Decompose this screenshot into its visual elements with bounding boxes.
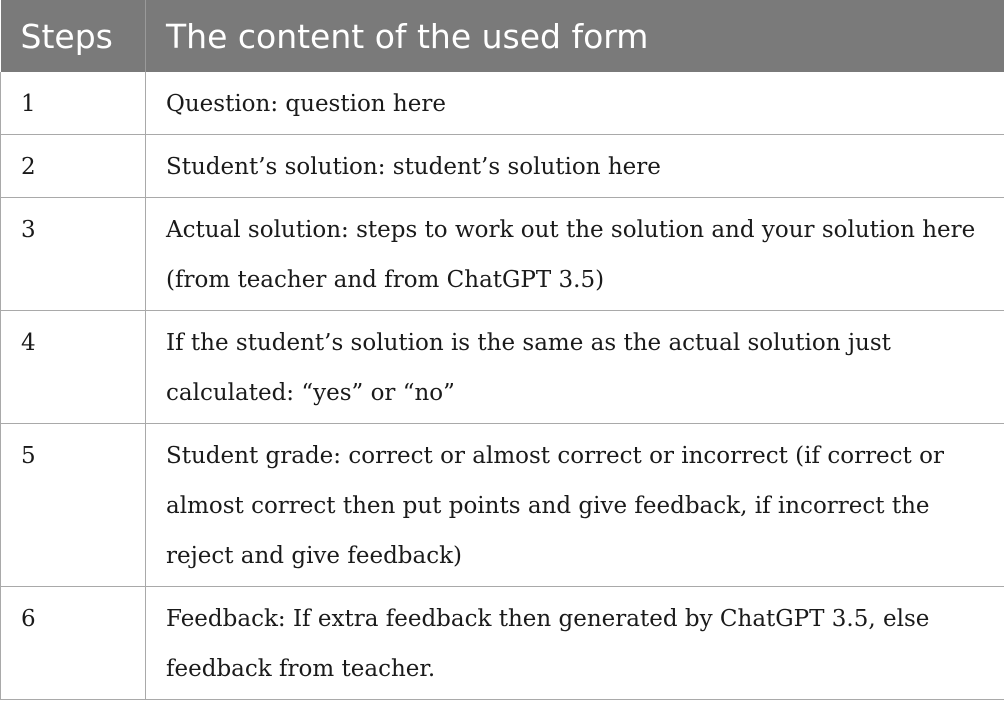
step-content: Feedback: If extra feedback then generated by ChatGPT 3.5, else feedback from teacher. <box>146 587 1004 700</box>
step-content: If the student’s solution is the same as the actual solution just calculated: “yes” or “no” <box>146 311 1004 424</box>
step-number: 6 <box>1 587 146 700</box>
table-row <box>1 198 1004 311</box>
step-content: Student’s solution: student’s solution here <box>146 135 1004 198</box>
step-number: 4 <box>1 311 146 424</box>
step-number: 5 <box>1 424 146 587</box>
table-header <box>1 0 1004 72</box>
table-row <box>1 72 1004 135</box>
step-content: Actual solution: steps to work out the solution and your solution here (from teacher and from ChatGPT 3.5) <box>146 198 1004 311</box>
step-number: 1 <box>1 72 146 135</box>
step-content: Student grade: correct or almost correct or incorrect (if correct or almost correct then put points and give feedback, if incorrect the reject and give feedback) <box>146 424 1004 587</box>
step-number: 2 <box>1 135 146 198</box>
step-content: Question: question here <box>146 72 1004 135</box>
step-number: 3 <box>1 198 146 311</box>
header-row <box>1 0 1004 72</box>
table-row <box>1 424 1004 587</box>
table-row <box>1 311 1004 424</box>
table-row <box>1 587 1004 700</box>
header-steps: Steps <box>1 0 146 72</box>
header-content: The content of the used form <box>146 0 1004 72</box>
table-body <box>1 72 1004 700</box>
table-row <box>1 135 1004 198</box>
